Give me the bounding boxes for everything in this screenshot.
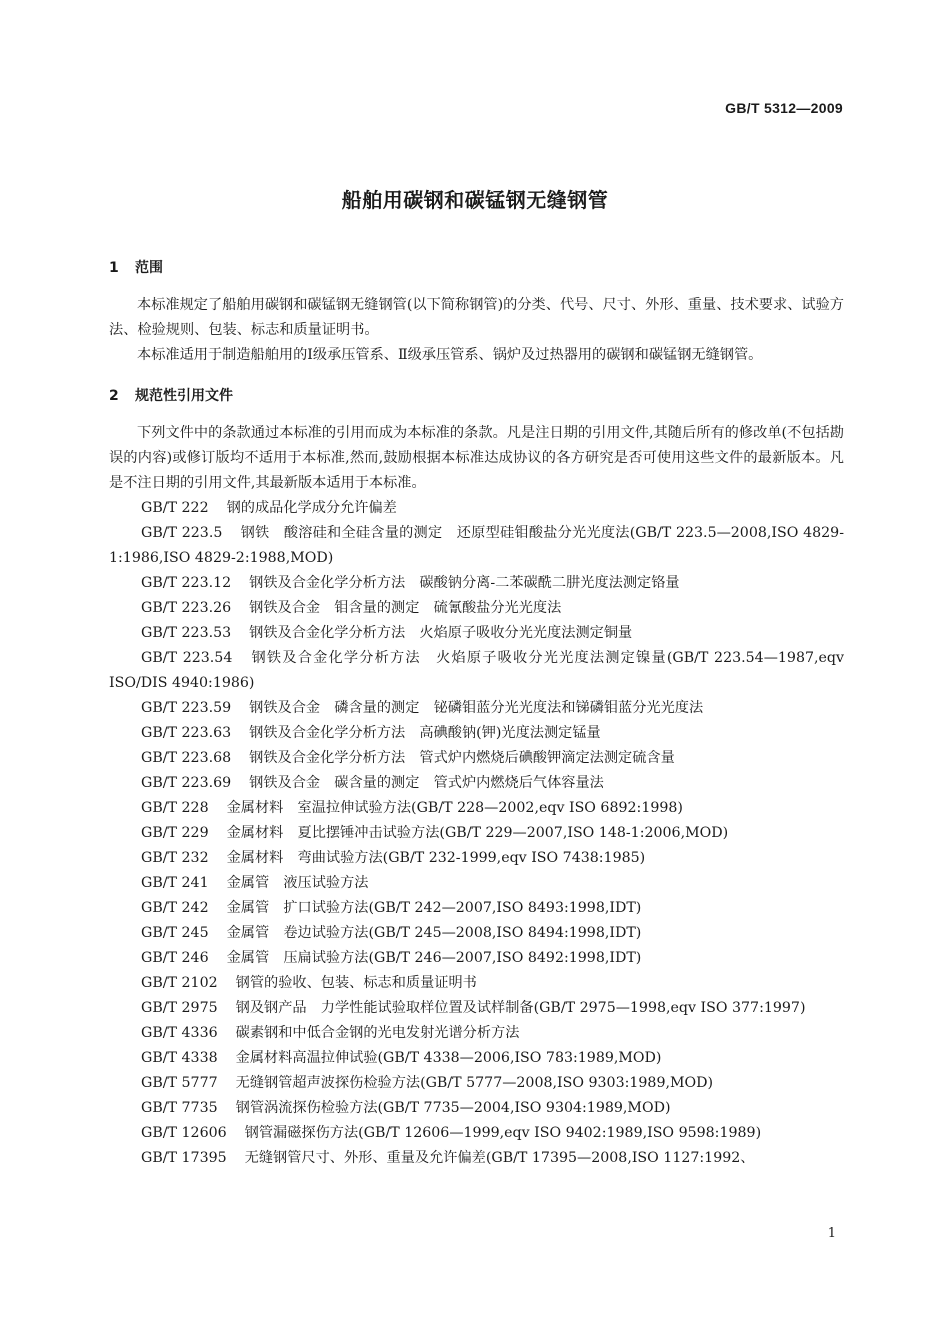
reference-code: GB/T 241 <box>141 875 209 891</box>
reference-code: GB/T 242 <box>141 900 209 916</box>
reference-code: GB/T 246 <box>141 950 209 966</box>
reference-item <box>109 946 844 971</box>
reference-code: GB/T 5777 <box>141 1075 218 1091</box>
reference-item <box>109 821 844 846</box>
reference-code: GB/T 223.12 <box>141 575 232 591</box>
reference-code: GB/T 229 <box>141 825 209 841</box>
reference-item <box>109 1021 844 1046</box>
reference-title: 无缝钢管超声波探伤检验方法(GB/T 5777—2008,ISO 9303:1989,MOD) <box>235 1075 714 1091</box>
reference-code: GB/T 2975 <box>141 1000 218 1016</box>
reference-title: 金属材料 夏比摆锤冲击试验方法(GB/T 229—2007,ISO 148-1:2006,MOD) <box>226 825 729 841</box>
reference-title: 钢铁及合金 钼含量的测定 硫氰酸盐分光光度法 <box>249 600 562 616</box>
reference-code: GB/T 223.68 <box>141 750 232 766</box>
scope-paragraph: 本标准适用于制造船舶用的Ⅰ级承压管系、Ⅱ级承压管系、锅炉及过热器用的碳钢和碳锰钢无缝钢管。 <box>137 347 763 363</box>
reference-item <box>109 646 844 696</box>
reference-list <box>109 496 844 1171</box>
reference-item <box>109 796 844 821</box>
reference-code: GB/T 223.63 <box>141 725 232 741</box>
reference-title: 钢铁及合金 碳含量的测定 管式炉内燃烧后气体容量法 <box>249 775 604 791</box>
section-number: 1 <box>109 260 119 276</box>
reference-code: GB/T 222 <box>141 500 209 516</box>
reference-code: GB/T 4338 <box>141 1050 218 1066</box>
reference-title: 无缝钢管尺寸、外形、重量及允许偏差(GB/T 17395—2008,ISO 1127:1992、 <box>244 1150 755 1166</box>
reference-title: 钢铁及合金化学分析方法 碳酸钠分离-二苯碳酰二肼光度法测定铬量 <box>249 575 680 591</box>
document-body <box>109 256 844 1171</box>
reference-code: GB/T 223.26 <box>141 600 232 616</box>
reference-item <box>109 871 844 896</box>
reference-item <box>109 621 844 646</box>
reference-title: 金属管 卷边试验方法(GB/T 245—2008,ISO 8494:1998,IDT) <box>226 925 642 941</box>
reference-code: GB/T 4336 <box>141 1025 218 1041</box>
reference-code: GB/T 228 <box>141 800 209 816</box>
reference-title: 金属管 压扁试验方法(GB/T 246—2007,ISO 8492:1998,IDT) <box>226 950 642 966</box>
reference-title: 钢铁及合金化学分析方法 火焰原子吸收分光光度法测定镍量(GB/T 223.54—1987,eqv ISO/DIS 4940:1986) <box>109 650 844 691</box>
reference-title: 钢及钢产品 力学性能试验取样位置及试样制备(GB/T 2975—1998,eqv ISO 377:1997) <box>235 1000 806 1016</box>
reference-code: GB/T 223.69 <box>141 775 232 791</box>
reference-code: GB/T 2102 <box>141 975 218 991</box>
standard-number: GB/T 5312—2009 <box>725 100 843 116</box>
reference-title: 钢的成品化学成分允许偏差 <box>226 500 397 516</box>
reference-title: 金属管 扩口试验方法(GB/T 242—2007,ISO 8493:1998,IDT) <box>226 900 642 916</box>
reference-code: GB/T 232 <box>141 850 209 866</box>
section-heading-normative-references <box>109 384 844 409</box>
references-intro-paragraph: 下列文件中的条款通过本标准的引用而成为本标准的条款。凡是注日期的引用文件,其随后所有的修改单(不包括勘误的内容)或修订版均不适用于本标准,然而,鼓励根据本标准达成协议的各方研究是否可使用这些文件的最新版本。凡是不注日期的引用文件,其最新版本适用于本标准。 <box>109 425 844 491</box>
reference-item <box>109 721 844 746</box>
section-title: 规范性引用文件 <box>135 388 233 404</box>
reference-item <box>109 496 844 521</box>
scope-paragraph: 本标准规定了船舶用碳钢和碳锰钢无缝钢管(以下简称钢管)的分类、代号、尺寸、外形、重量、技术要求、试验方法、检验规则、包装、标志和质量证明书。 <box>109 297 844 338</box>
reference-code: GB/T 223.54 <box>141 650 233 666</box>
reference-title: 钢铁及合金化学分析方法 火焰原子吸收分光光度法测定铜量 <box>249 625 633 641</box>
reference-code: GB/T 245 <box>141 925 209 941</box>
reference-item <box>109 1146 844 1171</box>
reference-title: 钢管涡流探伤检验方法(GB/T 7735—2004,ISO 9304:1989,MOD) <box>235 1100 671 1116</box>
reference-code: GB/T 7735 <box>141 1100 218 1116</box>
page-number: 1 <box>827 1226 836 1241</box>
reference-title: 钢铁及合金 磷含量的测定 铋磷钼蓝分光光度法和锑磷钼蓝分光光度法 <box>249 700 704 716</box>
reference-code: GB/T 223.53 <box>141 625 232 641</box>
reference-title: 金属管 液压试验方法 <box>226 875 369 891</box>
reference-item <box>109 596 844 621</box>
reference-title: 金属材料 弯曲试验方法(GB/T 232-1999,eqv ISO 7438:1985) <box>226 850 646 866</box>
reference-item <box>109 771 844 796</box>
reference-title: 钢管漏磁探伤方法(GB/T 12606—1999,eqv ISO 9402:1989,ISO 9598:1989) <box>244 1125 762 1141</box>
reference-item <box>109 1121 844 1146</box>
reference-item <box>109 1096 844 1121</box>
reference-item <box>109 1071 844 1096</box>
reference-item <box>109 896 844 921</box>
reference-item <box>109 971 844 996</box>
reference-item <box>109 996 844 1021</box>
reference-title: 钢铁 酸溶硅和全硅含量的测定 还原型硅钼酸盐分光光度法(GB/T 223.5—2008,ISO 4829-1:1986,ISO 4829-2:1988,MOD) <box>109 525 844 566</box>
reference-item <box>109 921 844 946</box>
section-heading-scope <box>109 256 844 281</box>
reference-item <box>109 1046 844 1071</box>
reference-item <box>109 521 844 571</box>
reference-code: GB/T 12606 <box>141 1125 227 1141</box>
reference-item <box>109 571 844 596</box>
reference-title: 钢铁及合金化学分析方法 管式炉内燃烧后碘酸钾滴定法测定硫含量 <box>249 750 675 766</box>
section-number: 2 <box>109 388 119 404</box>
reference-item <box>109 746 844 771</box>
reference-item <box>109 696 844 721</box>
reference-title: 金属材料高温拉伸试验(GB/T 4338—2006,ISO 783:1989,MOD) <box>235 1050 662 1066</box>
document-title: 船舶用碳钢和碳锰钢无缝钢管 <box>341 188 609 212</box>
reference-title: 金属材料 室温拉伸试验方法(GB/T 228—2002,eqv ISO 6892:1998) <box>226 800 683 816</box>
reference-code: GB/T 223.5 <box>141 525 223 541</box>
reference-title: 钢铁及合金化学分析方法 高碘酸钠(钾)光度法测定锰量 <box>249 725 601 741</box>
reference-title: 碳素钢和中低合金钢的光电发射光谱分析方法 <box>235 1025 520 1041</box>
reference-code: GB/T 17395 <box>141 1150 227 1166</box>
reference-item <box>109 846 844 871</box>
section-title: 范围 <box>135 260 163 276</box>
reference-title: 钢管的验收、包装、标志和质量证明书 <box>235 975 477 991</box>
reference-code: GB/T 223.59 <box>141 700 232 716</box>
